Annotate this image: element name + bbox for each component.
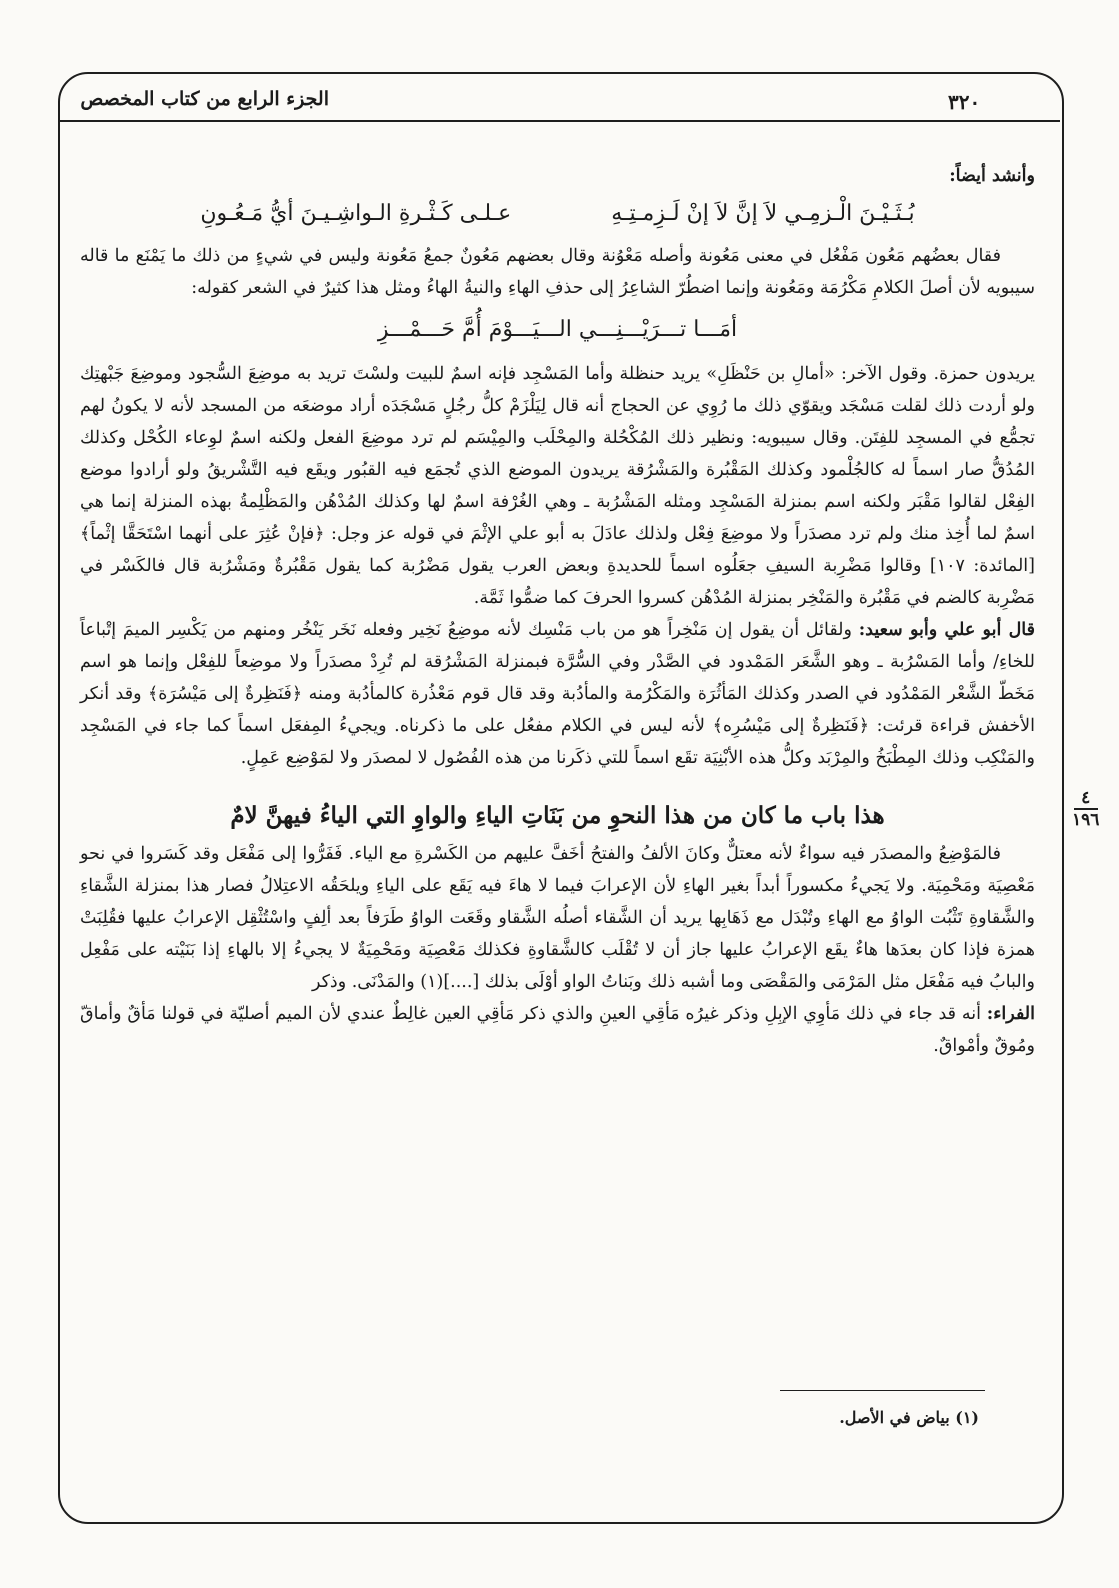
footnote-rule — [780, 1390, 985, 1391]
paragraph-3-text: ولقائل أن يقول إن مَنْخِراً هو من باب مَنْسِك لأنه موضِعُ نَخِير وفعله نَخَر يَنْخُر ومنهم من يَكْسِر الميمَ إتْباعاً للخاءِ/ وأما المَسْرُبة ـ وهو الشَّعَر المَمْدود في الصَّدْر وفي السُّرَّة فبمنزلة المَشْرُقة لم تُرِدْ مصدَراً ولا موضِعاً للفِعْل وإنما هو اسم مَخَطّ الشَّعْر المَمْدُود في الصدر وكذلك المَأثُرَة والمَكْرُمة والمأدُبة وقد قال قوم مَعْذُرة كالمأدُبة ومنه ﴿فَنَظِرةٌ إلى مَيْسُرَة﴾ وقد أنكر الأخفش قراءة قرئت: ﴿فَنَظِرةٌ إلى مَيْسُرِه﴾ لأنه ليس في الكلام مفعُل على ما ذكرناه. ويجيءُ المِفعَل اسماً كما جاء في المَسْجِد والمَنْكِب وذلك المِطْبَخُ والمِرْبَد وكلُّ هذه الأبْنِيَة تقَع اسماً للتي ذكَرنا من هذه الفُصُول لا لمصدَر ولا لمَوْضِع عَمِلٍ. — [80, 620, 1035, 768]
margin-marker-volume: ٤ — [1081, 788, 1091, 808]
paragraph-4: فالمَوْضِعُ والمصدَر فيه سواءٌ لأنه معتلٌّ وكانَ الألفُ والفتحُ أخَفَّ عليهم من الكَسْرةِ مع الياء. فَفَرُّوا إلى مَفْعَل وقد كَسَروا في نحو مَعْصِيَة ومَحْمِيَة. ولا يَجيءُ مكسوراً أبداً بغير الهاءِ لأن الإعرابَ فيما لا هاءَ فيه يَقَع على الياءِ ويلحَقُه الاعتِلالُ فصار هذا بمنزلة الشَّقاءِ والشَّقاوةِ تَثْبُت الواوُ مع الهاءِ وتُبْدَل مع ذَهَابِها يريد أن الشَّقاء أصلُه الشَّقاو وقَعَت الواوُ طَرَفاً بعد ألِفٍ واسْتُثْقِل الإعرابُ عليها فقُلِبَتْ همزة فإذا كان بعدَها هاءٌ يقَع الإعرابُ عليها جاز أن لا تُقْلَب كالشَّقاوةِ فكذلك مَعْصِيَة ومَحْمِيَةٌ لا يجيءُ إلا بالهاءِ إذا بَنَيْته على مَفْعِل والبابُ فيه مَفْعَل مثل المَرْمَى والمَقْصَى وما أشبه ذلك وبَناتُ الواو أوْلَى بذلك [....](١) والمَدْنَى. وذكر — [80, 844, 1035, 992]
paragraph-5-text: أنه قد جاء في ذلك مَأوِي الإبِلِ وذكر غيرُه مَأقِي العينِ والذي ذكر مَأقِي العين غالِطٌ عندي لأن الميم أصليّة في قولنا مَأقٌ وأماقّ ومُوقٌ وأمْواقٌ. — [80, 1004, 1035, 1056]
running-header-title: الجزء الرابع من كتاب المخصص — [80, 88, 329, 110]
verse-1-second-hemistich: عـلـى كَـثْـرةِ الـواشِـيـنَ أيُّ مَـعُـونِ — [200, 201, 512, 226]
section-heading: هذا باب ما كان من هذا النحوِ من بَنَاتِ الياءِ والواوِ التي الياءُ فيهنَّ لامٌ — [230, 802, 885, 829]
verse-1 — [80, 198, 1035, 230]
footnote: (١) بياض في الأصل. — [839, 1408, 979, 1427]
margin-marker-page: ١٩٦ — [1072, 810, 1100, 830]
verse-2-text: أمَـــا تـــرَيْـــنِـــي الـــيَـــوْمَ أُمَّ حَـــمْـــزِ — [377, 317, 738, 342]
verse-2 — [80, 314, 1035, 346]
paragraph-3-lead: قال أبو علي وأبو سعيد: — [858, 620, 1035, 640]
verse-intro: وأنشد أيضاً: — [949, 166, 1035, 186]
paragraph-1: فقال بعضُهم مَعُون مَفْعُل في معنى مَعُونة وأصله مَعْوُنة وقال بعضهم مَعُونٌ جمعُ مَعُونة وليس في شيءٍ من ذلك ما يَمْنَع ما قاله سيبويه لأن أصلَ الكلامِ مَكْرُمَة ومَعُونة وإنما اضطُرّ الشاعِرُ إلى حذفِ الهاءِ والنيةُ الهاءُ ومثل هذا كثيرٌ في الشعر كقوله: — [80, 246, 1035, 298]
margin-page-marker — [1072, 788, 1099, 830]
paragraph-5-lead: الفراء: — [986, 1004, 1035, 1024]
paragraph-5 — [80, 998, 1035, 1062]
paragraph-2: يريدون حمزة. وقول الآخر: «أمالِ بن حَنْظَلِ» يريد حنظلة وأما المَسْجِد فإنه اسمٌ للبيت ولسْتَ تريد به موضِعَ السُّجود وموضِعَ جَبْهتِك ولو أردت ذلك لقلت مَسْجَد ويقوّي ذلك ما رُوِي عن الحجاج أنه قال لِيَلْزَمْ كلُّ رجُلٍ مَسْجَدَه أراد موضعَه من المسجد لأنه لا يكونُ لهم تجمُّع في المسجِد للفِتَن. وقال سيبويه: ونظير ذلك المُكْحُلة والمِحْلَب والمِيْسَم لم ترد موضِعَ الفعل ولكنه اسمٌ لوِعاء الكُحْل وكذلك المُدُقُّ صار اسماً له كالجُلْمود وكذلك المَقْبُرة والمَشْرُقة يريدون الموضع الذي تُجمَع فيه القبُور ويقَع فيه التَّشْريقُ ولو أرادوا موضع الفِعْل لقالوا مَقْبَر ولكنه اسم بمنزلة المَسْجِد ومثله المَشْرُبة ـ وهي الغُرْفة اسمٌ لها وكذلك المُدْهُن والمَظْلِمةُ بهذه المنزلة إنما هي اسمٌ لما أُخِذ منك ولم ترد مصدَراً ولا موضِعَ فِعْل ولذلك عادَلَ به أبو علي الإثْمَ في قوله عز وجل: ﴿فإنْ عُثِرَ على أنهما اسْتَحَقَّا إثْماً﴾ [المائدة: ١٠٧] وقالوا مَضْرِبة السيفِ جعَلُوه اسماً للحديدةِ وبعض العرب يقول مَضْرُبة كما يقول مَقْبُرةٌ ومَشْرُبة قال فالكَسْر في مَضْرِبة كالضم في مَقْبُرة والمَنْخِر بمنزلة المُدْهُن كسروا الحرفَ كما ضمُّوا ثَمَّة. — [80, 364, 1035, 608]
verse-1-first-hemistich: بُـثَـيْـنَ الْـزمِـي لاَ إنَّ لاَ إنْ لَـزِمـتِـهِ — [611, 201, 915, 226]
header-rule — [60, 120, 1060, 122]
page-body — [80, 160, 1035, 1062]
paragraph-3 — [80, 614, 1035, 774]
page-number: ٣٢٠ — [948, 90, 981, 114]
